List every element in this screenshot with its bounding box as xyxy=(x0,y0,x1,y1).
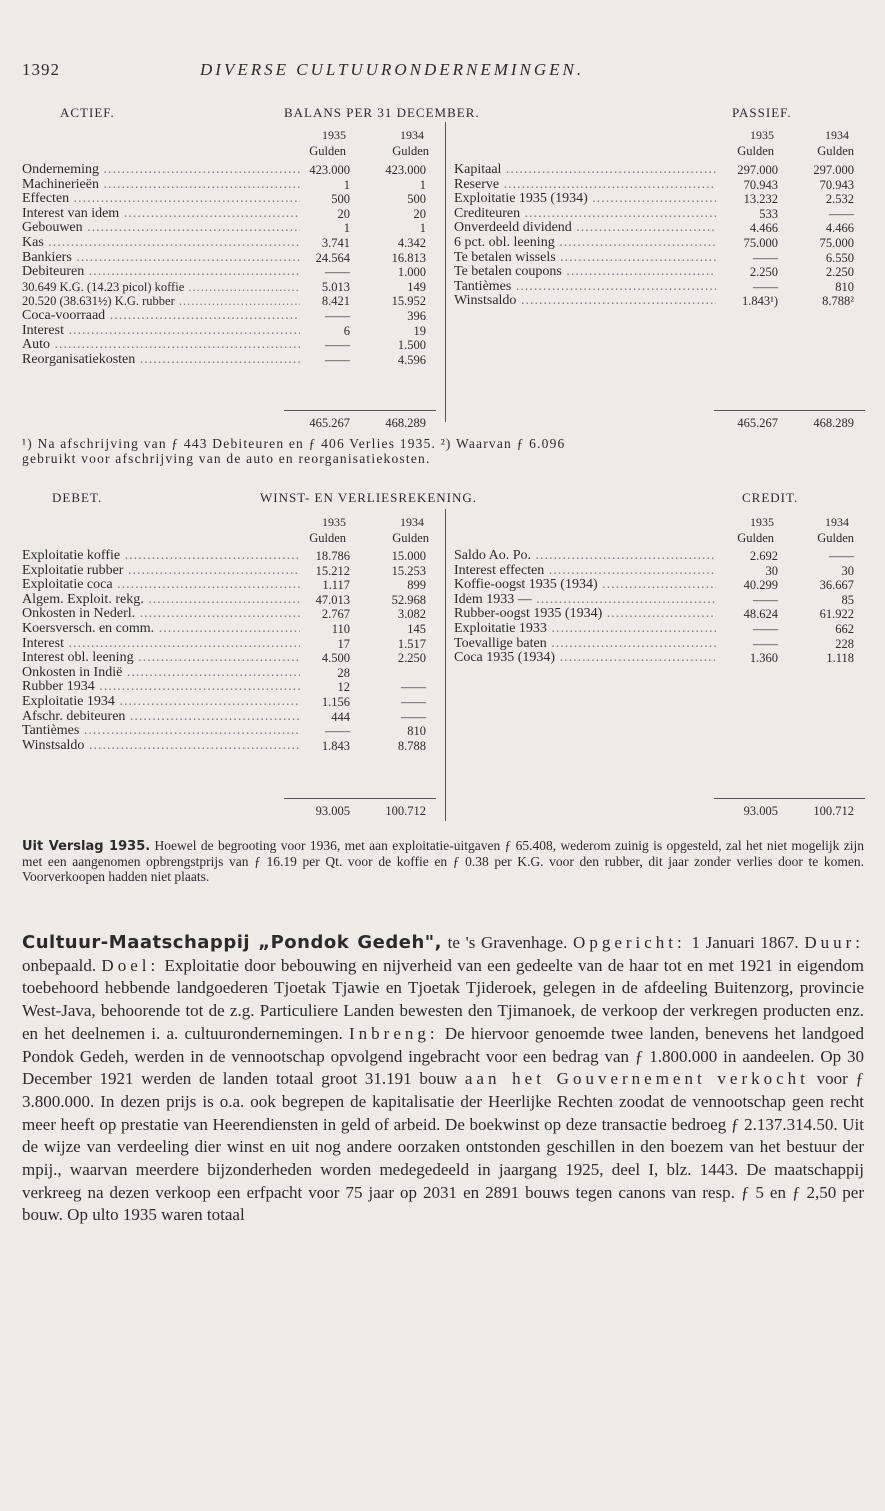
value-1934: 8.788² xyxy=(822,294,854,309)
actief-row xyxy=(22,221,432,236)
value-1935: 2.250 xyxy=(749,265,778,280)
value-1935: —— xyxy=(753,636,778,651)
actief-row xyxy=(22,294,432,309)
value-1934: 6.550 xyxy=(825,250,854,265)
value-1935: 15.212 xyxy=(315,563,350,578)
doel-label: Doel: xyxy=(101,955,160,975)
passief-row xyxy=(454,192,865,207)
row-label: Exploitatie coca ..... xyxy=(22,578,300,592)
value-1934: —— xyxy=(829,206,854,221)
value-1935: 17 xyxy=(337,636,350,651)
verslag-text: Hoewel de begrooting voor 1936, met aan exploitatie-uitgaven ƒ 65.408, wederom zuinig is opgesteld, zal het niet mogelijk zijn met een aangenomen opbrengstprijs van ƒ 16.19 per Qt. voor de koffie en ƒ 0.38 per K.G. voor den rubber, dit jaar zonder verlies door te komen. Voorverkoopen hadden niet plaats. xyxy=(22,838,865,884)
credit-rows xyxy=(454,549,865,666)
debet-row xyxy=(22,578,432,593)
inbreng-text-2: voor ƒ 3.800.000. In dezen prijs is o.a. ook begrepen de kapitalisatie der Heerlijke Rechten zoodat de vennootschap geen recht meer heeft op prestatie van Heerendiensten in geld of arbeid. De boekwinst op deze transactie bedroeg ƒ 2.137.314.50. Uit de wijze van verdeeling dier winst en uit nog andere oorzaken ontstonden geschillen in den boezem van het bestuur der mpij., waarvan meerdere bijzonderheden worden medegedeeld in jaargang 1925, deel I, blz. 1443. De maatschappij verkreeg na dezen verkoop een erfpacht voor 75 jaar op 2031 en 2891 bouws tegen canons van resp. ƒ 5 en ƒ 2,50 per bouw. Op ulto 1935 waren totaal xyxy=(22,1069,864,1225)
row-label: Interest van idem ..... xyxy=(22,207,300,221)
passief-row xyxy=(454,236,865,251)
passief-total-1934: 468.289 xyxy=(813,416,854,430)
actief-row xyxy=(22,207,432,222)
value-1935: —— xyxy=(325,265,350,280)
actief-unit-1934: Gulden xyxy=(392,144,429,158)
value-1934: 15.253 xyxy=(391,563,426,578)
debet-row xyxy=(22,724,432,739)
row-label: Interest obl. leening ..... xyxy=(22,651,300,665)
row-label: Gebouwen ..... xyxy=(22,221,300,235)
value-1935: 70.943 xyxy=(743,177,778,192)
row-label: Winstsaldo ..... xyxy=(454,294,716,308)
value-1935: 1.117 xyxy=(322,578,350,593)
value-1934: 85 xyxy=(841,592,854,607)
row-label: Kas ..... xyxy=(22,236,300,250)
value-1935: —— xyxy=(753,250,778,265)
debet-year-1935: 1935 xyxy=(322,515,346,529)
row-label: Exploitatie koffie ..... xyxy=(22,549,300,563)
credit-total-1934: 100.712 xyxy=(813,804,854,818)
winst-section xyxy=(22,491,865,826)
row-label: Tantièmes ..... xyxy=(22,724,300,738)
winst-title: WINST- EN VERLIESREKENING. xyxy=(260,490,478,505)
passief-row xyxy=(454,265,865,280)
value-1935: 13.232 xyxy=(743,192,778,207)
value-1935: 75.000 xyxy=(743,235,778,250)
value-1934: 810 xyxy=(407,724,426,739)
balans-divider xyxy=(445,122,446,422)
actief-row xyxy=(22,192,432,207)
value-1935: 444 xyxy=(331,709,350,724)
value-1935: 4.466 xyxy=(749,221,778,236)
verslag-paragraph xyxy=(22,838,864,884)
credit-row xyxy=(454,564,865,579)
value-1935: 40.299 xyxy=(743,578,778,593)
inbreng-text-1: De hiervoor genoemde twee landen, benevens het landgoed Pondok Gedeh, werden in de vennootschap opvolgend ingebracht voor een bedrag van ƒ 1.800.000 in aandeelen. Op 30 December 1921 werden de landen totaal groot 31.191 bouw xyxy=(22,1023,865,1089)
credit-total-rule xyxy=(714,798,865,799)
passief-row xyxy=(454,280,865,295)
company-entry xyxy=(22,932,864,1227)
value-1935: —— xyxy=(753,279,778,294)
row-label: Reorganisatiekosten ..... xyxy=(22,353,300,367)
value-1934: 423.000 xyxy=(385,163,426,177)
value-1934: —— xyxy=(401,709,426,724)
value-1935: 1 xyxy=(343,221,350,236)
value-1935: 1.360 xyxy=(749,651,778,666)
row-label: Effecten ..... xyxy=(22,192,300,206)
actief-rows xyxy=(22,163,432,367)
passief-total-rule xyxy=(714,410,865,411)
value-1935: 30 xyxy=(765,563,778,578)
row-label: Onkosten in Nederl. ..... xyxy=(22,607,300,621)
actief-unit-1935: Gulden xyxy=(309,144,346,158)
passief-rows xyxy=(454,163,865,309)
credit-row xyxy=(454,622,865,637)
value-1934: 4.596 xyxy=(397,352,426,367)
credit-row xyxy=(454,637,865,652)
value-1934: —— xyxy=(401,694,426,709)
row-label: 30.649 K.G. (14.23 picol) koffie ..... xyxy=(22,280,300,294)
actief-row xyxy=(22,236,432,251)
balans-footnote-2: gebruikt voor afschrijving van de auto en reorganisatiekosten. xyxy=(22,451,431,466)
value-1935: —— xyxy=(325,352,350,367)
value-1935: 47.013 xyxy=(315,592,350,607)
credit-row xyxy=(454,578,865,593)
value-1934: 30 xyxy=(841,563,854,578)
passief-total-1935: 465.267 xyxy=(737,416,778,430)
row-label: Interest ..... xyxy=(22,324,300,338)
credit-row xyxy=(454,651,865,666)
debet-unit-1935: Gulden xyxy=(309,531,346,545)
value-1934: 4.342 xyxy=(397,235,426,250)
value-1934: 228 xyxy=(835,636,854,651)
debet-row xyxy=(22,695,432,710)
value-1934: 1 xyxy=(419,221,426,236)
row-label: Machinerieën ..... xyxy=(22,178,300,192)
row-label: Onverdeeld dividend ..... xyxy=(454,221,716,235)
debet-year-1934: 1934 xyxy=(400,515,424,529)
row-label: Onderneming ..... xyxy=(22,163,300,177)
passief-row xyxy=(454,207,865,222)
actief-row xyxy=(22,353,432,368)
passief-row xyxy=(454,163,865,178)
row-label: Saldo Ao. Po. ..... xyxy=(454,549,716,563)
company-name: Cultuur-Maatschappij „Pondok Gedeh", xyxy=(22,932,442,953)
value-1934: 16.813 xyxy=(391,250,426,265)
debet-total-1935: 93.005 xyxy=(315,804,350,818)
value-1935: 8.421 xyxy=(321,294,350,309)
value-1934: 1 xyxy=(419,177,426,192)
duur-value: onbepaald. xyxy=(22,955,97,975)
balans-title: BALANS PER 31 DECEMBER. xyxy=(284,105,480,120)
value-1934: 36.667 xyxy=(819,578,854,593)
row-label: Coca 1935 (1934) ..... xyxy=(454,651,716,665)
value-1935: —— xyxy=(753,621,778,636)
winst-divider xyxy=(445,509,446,821)
value-1934: 3.082 xyxy=(397,607,426,622)
value-1934: 15.000 xyxy=(391,549,426,563)
value-1934: 1.118 xyxy=(826,651,854,666)
row-label: 20.520 (38.631½) K.G. rubber ..... xyxy=(22,294,300,308)
row-label: Debiteuren ..... xyxy=(22,265,300,279)
value-1934: 2.250 xyxy=(825,265,854,280)
row-label: Interest ..... xyxy=(22,637,300,651)
value-1934: 899 xyxy=(407,578,426,593)
debet-rows xyxy=(22,549,432,753)
actief-year-1935: 1935 xyxy=(322,128,346,142)
value-1934: 145 xyxy=(407,621,426,636)
row-label: Toevallige baten ..... xyxy=(454,637,716,651)
credit-unit-1935: Gulden xyxy=(737,531,774,545)
value-1934: 500 xyxy=(407,192,426,207)
credit-total-1935: 93.005 xyxy=(743,804,778,818)
passief-unit-1935: Gulden xyxy=(737,144,774,158)
value-1934: 61.922 xyxy=(819,607,854,622)
value-1935: 297.000 xyxy=(737,163,778,177)
page-title: DIVERSE CULTUURONDERNEMINGEN. xyxy=(200,60,585,79)
passief-year-1935: 1935 xyxy=(750,128,774,142)
actief-row xyxy=(22,178,432,193)
value-1934: 810 xyxy=(835,279,854,294)
value-1935: 28 xyxy=(337,665,350,680)
verslag-lead: Uit Verslag 1935. xyxy=(22,839,151,854)
page-header xyxy=(22,60,865,84)
credit-row xyxy=(454,549,865,564)
passief-row xyxy=(454,251,865,266)
debet-row xyxy=(22,549,432,564)
row-label: Bankiers ..... xyxy=(22,251,300,265)
row-label: Crediteuren ..... xyxy=(454,207,716,221)
value-1935: 6 xyxy=(343,323,350,338)
credit-year-1934: 1934 xyxy=(825,515,849,529)
value-1934: 70.943 xyxy=(819,177,854,192)
actief-row xyxy=(22,251,432,266)
value-1935: 48.624 xyxy=(743,607,778,622)
debet-total-1934: 100.712 xyxy=(385,804,426,818)
actief-year-1934: 1934 xyxy=(400,128,424,142)
credit-row xyxy=(454,607,865,622)
row-label: Algem. Exploit. rekg. ..... xyxy=(22,593,300,607)
row-label: Koffie-oogst 1935 (1934) ..... xyxy=(454,578,716,592)
row-label: Winstsaldo ..... xyxy=(22,739,300,753)
value-1934: 396 xyxy=(407,308,426,323)
debet-row xyxy=(22,680,432,695)
balans-footnote-1: ¹) Na afschrijving van ƒ 443 Debiteuren en ƒ 406 Verlies 1935. ²) Waarvan ƒ 6.096 xyxy=(22,436,566,451)
row-label: Rubber-oogst 1935 (1934) ..... xyxy=(454,607,716,621)
actief-total-1935: 465.267 xyxy=(309,416,350,430)
spaced-phrase: aan het Gouvernement verkocht xyxy=(464,1069,809,1089)
row-label: Te betalen wissels ..... xyxy=(454,251,716,265)
debet-row xyxy=(22,739,432,754)
value-1934: 52.968 xyxy=(391,592,426,607)
row-label: Interest effecten ..... xyxy=(454,564,716,578)
credit-label: CREDIT. xyxy=(742,490,799,505)
debet-row xyxy=(22,622,432,637)
value-1934: 1.000 xyxy=(397,265,426,280)
value-1935: —— xyxy=(325,724,350,739)
row-label: Exploitatie 1935 (1934) ..... xyxy=(454,192,716,206)
actief-label: ACTIEF. xyxy=(60,105,115,120)
value-1934: 20 xyxy=(413,206,426,221)
row-label: Kapitaal ..... xyxy=(454,163,716,177)
debet-label: DEBET. xyxy=(52,490,103,505)
row-label: Onkosten in Indië ..... xyxy=(22,666,300,680)
passief-row xyxy=(454,178,865,193)
opgericht-label: Opgericht: xyxy=(573,933,686,952)
credit-year-1935: 1935 xyxy=(750,515,774,529)
actief-total-rule xyxy=(284,410,436,411)
credit-row xyxy=(454,593,865,608)
value-1935: 4.500 xyxy=(321,651,350,666)
row-label: Coca-voorraad ..... xyxy=(22,309,300,323)
passief-row xyxy=(454,294,865,309)
value-1934: 4.466 xyxy=(825,221,854,236)
passief-label: PASSIEF. xyxy=(732,105,792,120)
company-city: te 's Gravenhage. xyxy=(447,933,568,952)
row-label: Koersversch. en comm. ..... xyxy=(22,622,300,636)
inbreng-label: Inbreng: xyxy=(349,1023,439,1043)
row-label: Rubber 1934 ..... xyxy=(22,680,300,694)
debet-unit-1934: Gulden xyxy=(392,531,429,545)
actief-row xyxy=(22,280,432,295)
debet-row xyxy=(22,593,432,608)
value-1934: 662 xyxy=(835,621,854,636)
passief-unit-1934: Gulden xyxy=(817,144,854,158)
debet-row xyxy=(22,637,432,652)
balans-section xyxy=(22,106,865,436)
row-label: Te betalen coupons ..... xyxy=(454,265,716,279)
value-1934: 1.500 xyxy=(397,338,426,353)
value-1935: 5.013 xyxy=(321,279,350,294)
actief-row xyxy=(22,338,432,353)
value-1934: 2.250 xyxy=(397,651,426,666)
debet-row xyxy=(22,651,432,666)
value-1935: 110 xyxy=(331,621,350,636)
page-number: 1392 xyxy=(22,60,60,79)
value-1935: —— xyxy=(325,338,350,353)
value-1935: 423.000 xyxy=(309,163,350,177)
debet-row xyxy=(22,607,432,622)
debet-total-rule xyxy=(284,798,436,799)
debet-row xyxy=(22,666,432,681)
row-label: Exploitatie rubber ..... xyxy=(22,564,300,578)
actief-row xyxy=(22,309,432,324)
value-1934: 297.000 xyxy=(813,163,854,177)
value-1934: —— xyxy=(401,680,426,695)
value-1935: 2.767 xyxy=(321,607,350,622)
value-1935: —— xyxy=(753,592,778,607)
value-1934: 1.517 xyxy=(397,636,426,651)
doel-text: Exploitatie door bebouwing en nijverheid van een gedeelte van de haar tot en met 1921 in eigendom toebehoord hebbende landgoederen Tjoetak Tjawie en Tjoetak Tjideroek, gelegen in de afdeeling Buitenzorg, provincie West-Java, behoorende tot de z.g. Particuliere Landen bewesten den Tjimanoek, de verkoop der verkregen producten enz. en het deelnemen i. a. cultuurondernemingen. xyxy=(22,955,865,1043)
row-label: Exploitatie 1934 ..... xyxy=(22,695,300,709)
value-1935: 12 xyxy=(337,680,350,695)
row-label: Exploitatie 1933 ..... xyxy=(454,622,716,636)
value-1935: 24.564 xyxy=(315,250,350,265)
value-1935: 20 xyxy=(337,206,350,221)
value-1935: 500 xyxy=(331,192,350,207)
row-label: Tantièmes ..... xyxy=(454,280,716,294)
value-1935: 1.843¹) xyxy=(741,294,778,309)
row-label: Idem 1933 — ..... xyxy=(454,593,716,607)
passief-year-1934: 1934 xyxy=(825,128,849,142)
row-label: Reserve ..... xyxy=(454,178,716,192)
credit-unit-1934: Gulden xyxy=(817,531,854,545)
value-1934: —— xyxy=(829,549,854,563)
row-label: Afschr. debiteuren ..... xyxy=(22,710,300,724)
value-1935: —— xyxy=(325,308,350,323)
actief-total-1934: 468.289 xyxy=(385,416,426,430)
actief-row xyxy=(22,265,432,280)
duur-label: Duur: xyxy=(804,933,865,952)
value-1934: 75.000 xyxy=(819,235,854,250)
value-1935: 18.786 xyxy=(315,549,350,563)
opgericht-value: 1 Januari 1867. xyxy=(691,933,799,952)
passief-row xyxy=(454,221,865,236)
value-1934: 8.788 xyxy=(397,738,426,753)
value-1934: 19 xyxy=(413,323,426,338)
value-1934: 149 xyxy=(407,279,426,294)
row-label: 6 pct. obl. leening ..... xyxy=(454,236,716,250)
value-1935: 1 xyxy=(343,177,350,192)
value-1935: 3.741 xyxy=(321,235,350,250)
actief-row xyxy=(22,163,432,178)
value-1934: 2.532 xyxy=(825,192,854,207)
debet-row xyxy=(22,710,432,725)
value-1935: 533 xyxy=(759,206,778,221)
value-1935: 1.156 xyxy=(321,694,350,709)
actief-row xyxy=(22,324,432,339)
value-1935: 2.692 xyxy=(749,549,778,563)
value-1934: 15.952 xyxy=(391,294,426,309)
row-label: Auto ..... xyxy=(22,338,300,352)
debet-row xyxy=(22,564,432,579)
value-1935: 1.843 xyxy=(321,738,350,753)
